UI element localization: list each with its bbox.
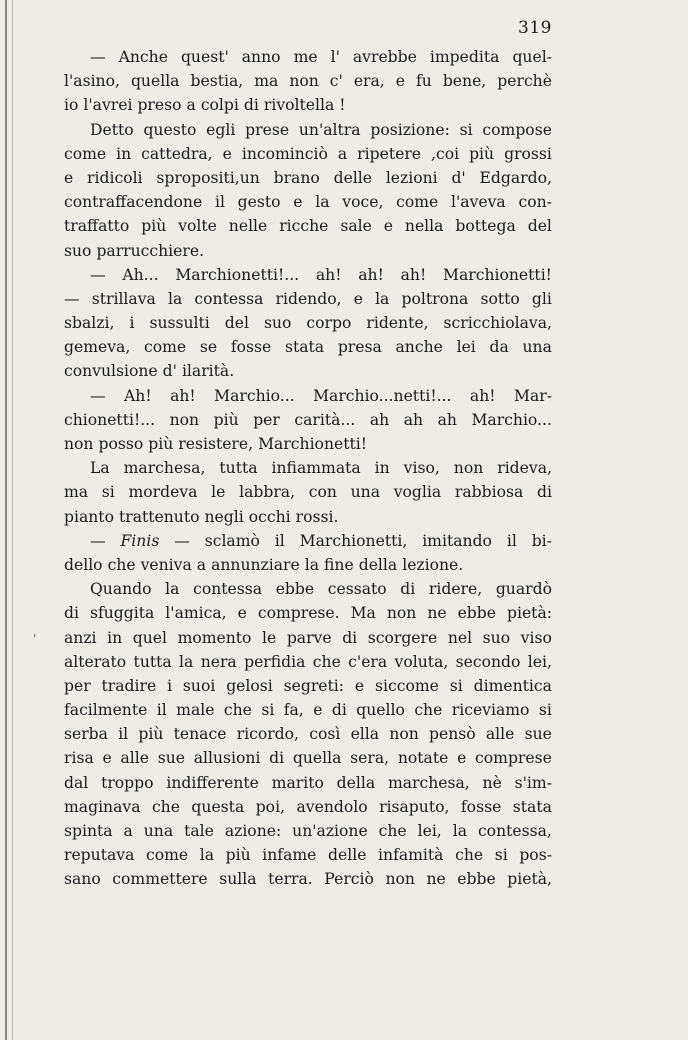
text-line: chionetti!... non più per carità... ah ah ah Marchio... — [64, 410, 552, 429]
text-line: per tradire i suoi gelosi segreti: e siccome si dimentica — [64, 676, 552, 695]
text-line: suo parrucchiere. — [64, 241, 205, 260]
text-line: — Anche quest' anno me l' avrebbe impedita quel- — [90, 48, 552, 66]
text-line: facilmente il male che si fa, e di quello che riceviamo si — [64, 701, 552, 720]
text-line: non posso più resistere, Marchionetti! — [64, 435, 368, 453]
text-line: pianto trattenuto negli occhi rossi. — [64, 507, 339, 526]
text-line: — Ah... Marchionetti!... ah! ah! ah! Marchionetti! — [90, 265, 552, 284]
text-line: spinta a una tale azione: un'azione che lei, la contessa, — [64, 822, 552, 840]
page-number: 319 — [518, 18, 552, 38]
text-line: Detto questo egli prese un'altra posizione: si compose — [90, 120, 552, 139]
text-line: sbalzi, i sussulti del suo corpo ridente, scricchiolava, — [64, 314, 552, 333]
text-line: sano commettere sulla terra. Perciò non ne ebbe pietà, — [64, 870, 552, 889]
text-line: traffatto più volte nelle ricche sale e nella bottega del — [64, 217, 552, 236]
text-line: l'asino, quella bestia, ma non c' era, e fu bene, perchè — [64, 72, 552, 91]
page-edge-line — [12, 0, 13, 1040]
page-edge-shadow — [5, 0, 7, 1040]
text-line: alterato tutta la nera perfidia che c'era voluta, secondo lei, — [64, 652, 552, 671]
text-line: — Ah! ah! Marchio... Marchio...netti!... ah! Mar- — [90, 386, 552, 405]
text-line: e ridicoli spropositi,un brano delle lezioni d' Edgardo, — [64, 168, 552, 187]
text-line: — strillava la contessa ridendo, e la poltrona sotto gli — [64, 289, 552, 308]
text-line: reputava come la più infame delle infamità che si pos- — [64, 846, 552, 865]
text-line: ma si mordeva le labbra, con una voglia rabbiosa di — [64, 483, 552, 502]
body-text — [64, 45, 552, 892]
text-line: convulsione d' ilarità. — [64, 362, 235, 381]
text-line: risa e alle sue allusioni di quella sera, notate e comprese — [64, 749, 552, 768]
text-line: contraffacendone il gesto e la voce, come l'aveva con- — [64, 193, 552, 212]
text-line: dal troppo indifferente marito della marchesa, nè s'im- — [64, 773, 552, 792]
text-line: io l'avrei preso a colpi di rivoltella ! — [64, 96, 346, 115]
text-line: serba il più tenace ricordo, così ella non pensò alle sue — [64, 725, 552, 744]
text-line: dello che veniva a annunziare la fine della lezione. — [64, 555, 464, 574]
text-line: gemeva, come se fosse stata presa anche lei da una — [64, 338, 552, 357]
text-line: La marchesa, tutta infiammata in viso, non rideva, — [90, 459, 552, 478]
stray-mark: ' — [33, 632, 37, 646]
text-line: come in cattedra, e incominciò a ripetere ,coi più grossi — [64, 144, 552, 163]
text-line: — Finis — sclamò il Marchionetti, imitando il bi- — [90, 531, 552, 550]
text-line: di sfuggita l'amica, e comprese. Ma non ne ebbe pietà: — [64, 604, 552, 623]
text-line: anzi in quel momento le parve di scorgere nel suo viso — [64, 628, 552, 647]
text-line: maginava che questa poi, avendolo risaputo, fosse stata — [64, 797, 552, 816]
text-line: Quando la contessa ebbe cessato di ridere, guardò — [90, 580, 552, 599]
